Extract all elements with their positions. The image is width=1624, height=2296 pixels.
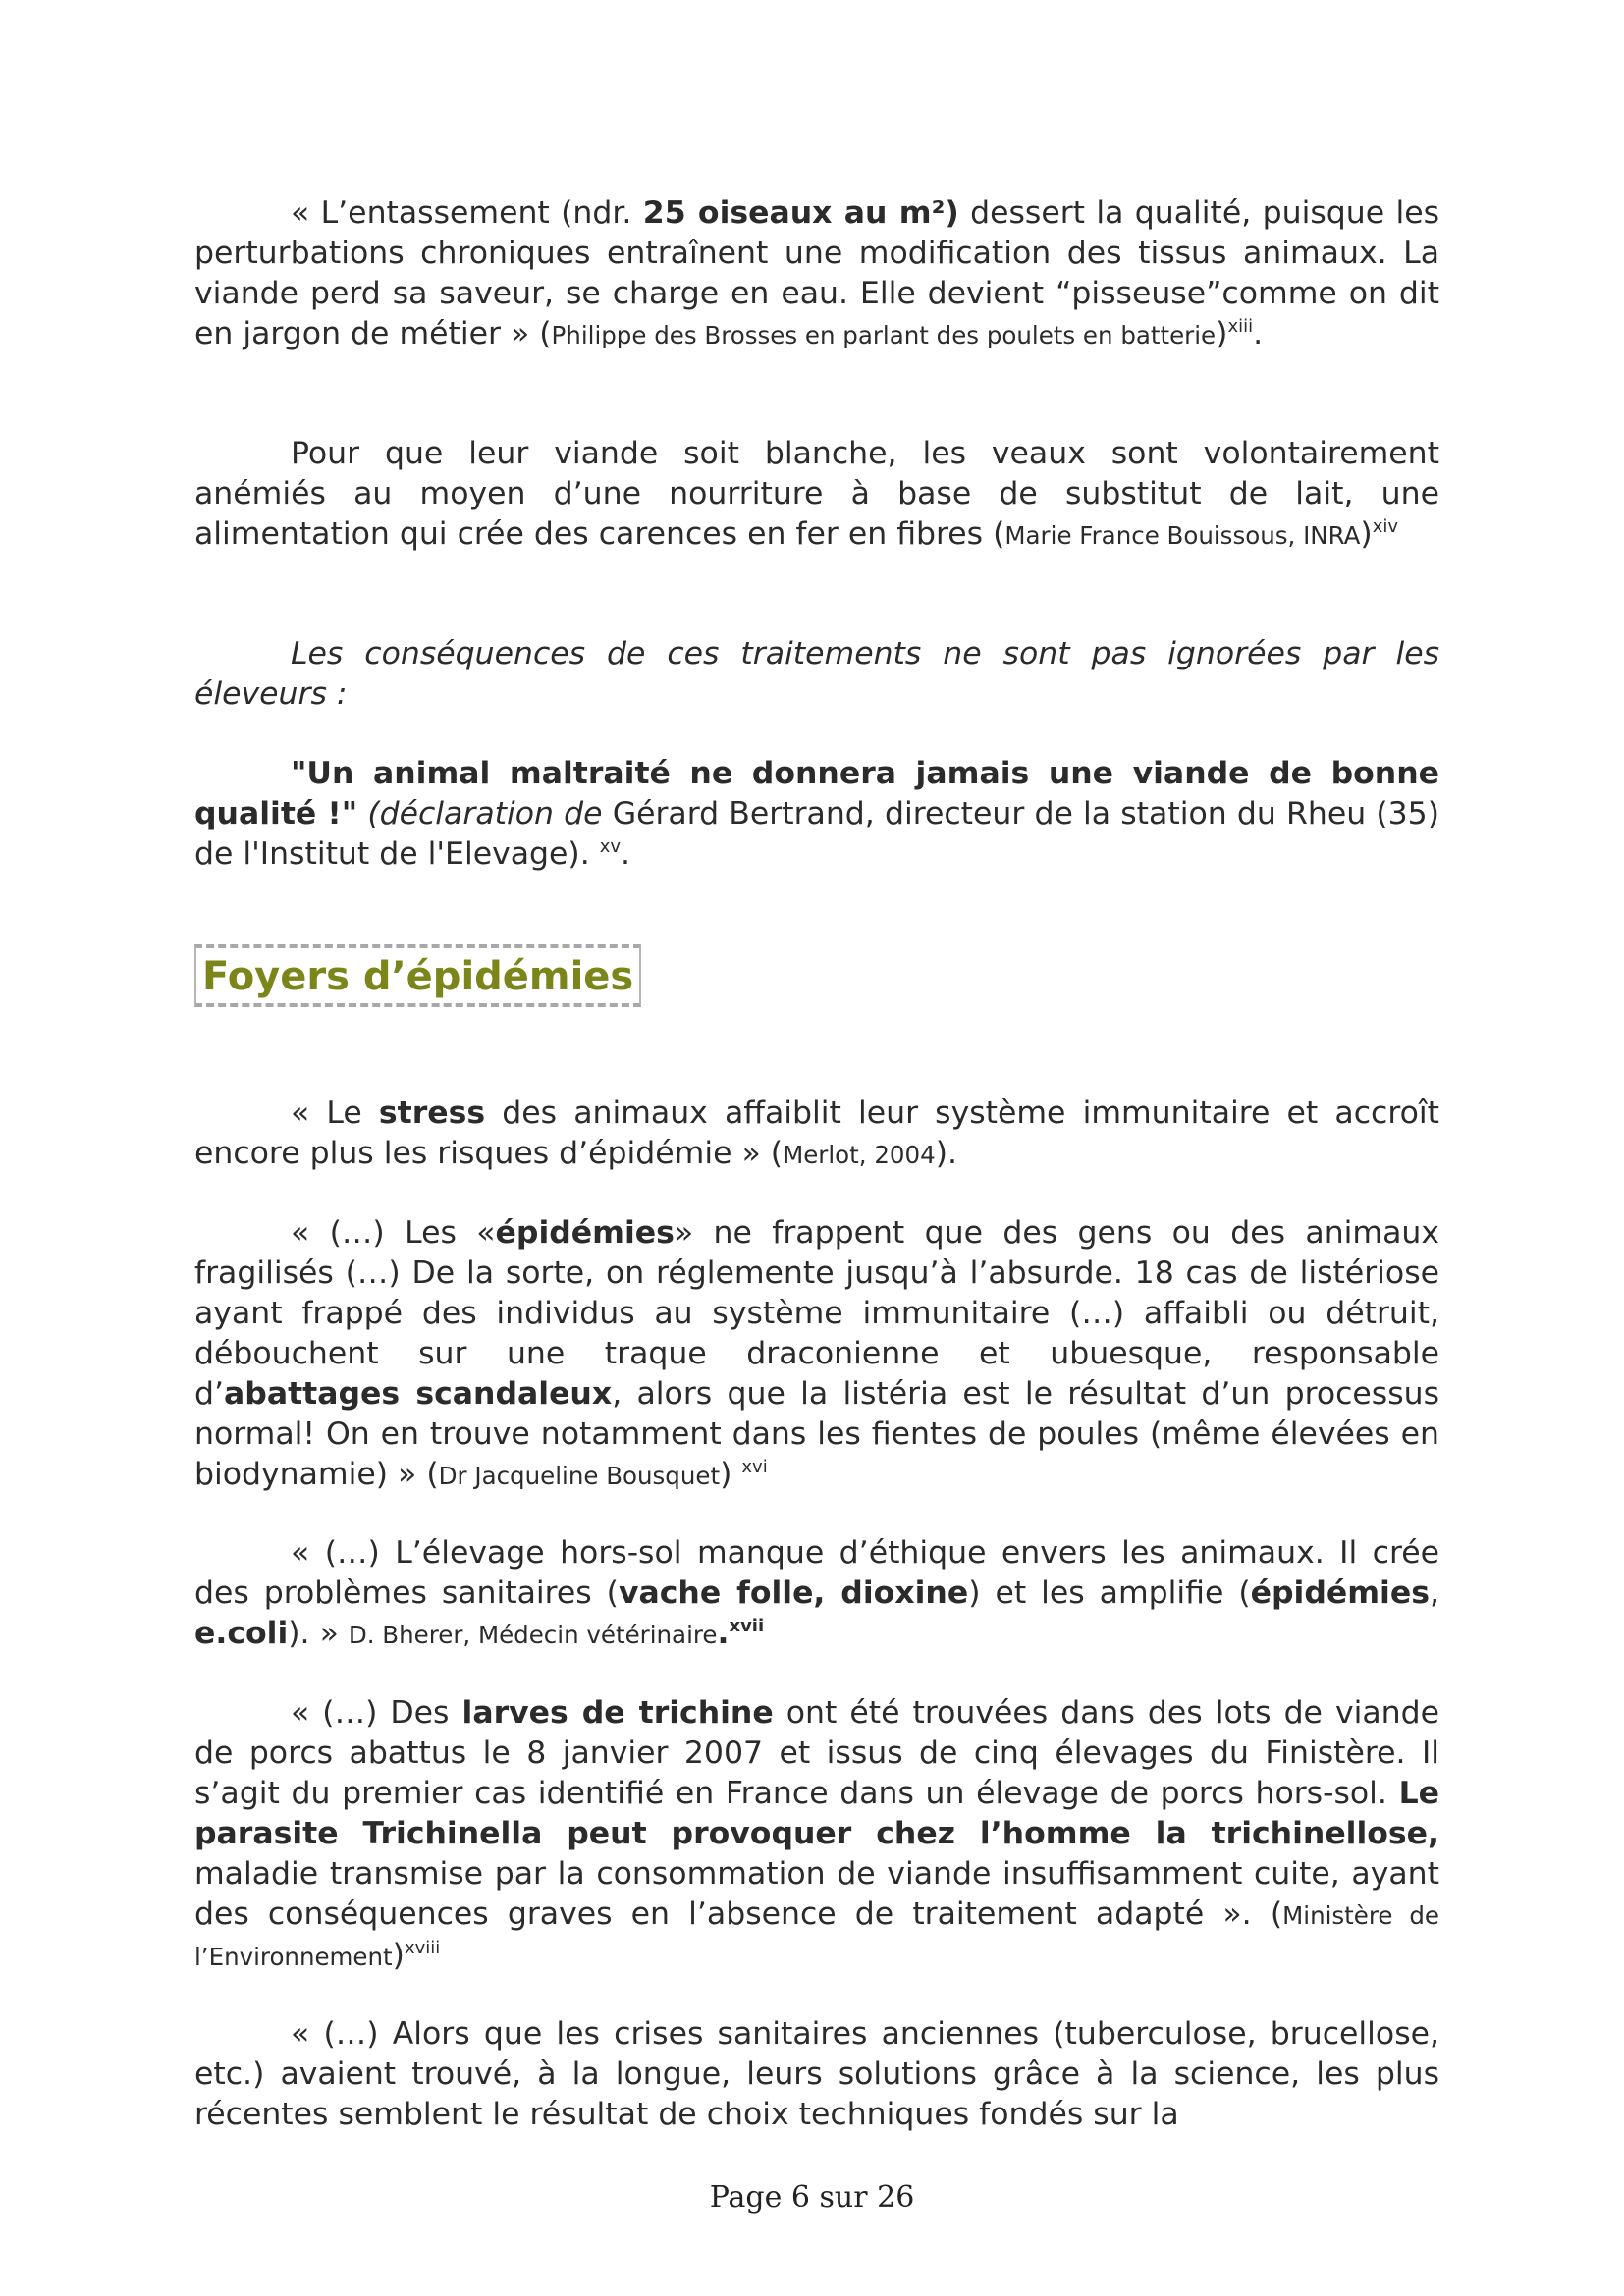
bold-text: Le parasite Trichinella peut provoquer chez l’homme la trichinellose, <box>194 1776 1439 1851</box>
paragraph-quote-bertrand: "Un animal maltraité ne donnera jamais une viande de bonne qualité !" (déclaration de Gérard Bertrand, directeur de la station du Rheu (35) de l'Institut de l'Elevage). $^{xv}$. <box>194 756 1440 872</box>
paragraph-entassement: « L’entassement (ndr. 25 oiseaux au m²) dessert la qualité, puisque les perturbations chroniques entraînent une modification des tissus animaux. La viande perd sa saveur, se charge en eau. Elle devient “pisseuse”comme on dit en jargon de métier » (Philippe des Brosses en parlant des poulets en batterie)$^{xiii}$. <box>194 195 1440 351</box>
footnote-ref: xiii <box>1227 316 1254 337</box>
paragraph-crises: « (…) Alors que les crises sanitaires anciennes (tuberculose, brucellose, etc.) avaient trouvé, à la longue, leurs solutions grâce à la science, les plus récentes semblent le résultat de choix techniques fondés sur la <box>194 2016 1439 2132</box>
paragraph-trichine: « (…) Des larves de trichine ont été trouvées dans des lots de viande de porcs abattus le 8 janvier 2007 et issus de cinq élevages du Finistère. Il s’agit du premier cas identifié en France dans un élevage de porcs hors-sol. Le parasite Trichinella peut provoquer chez l’homme la trichinellose, maladie transmise par la consommation de viande insuffisamment cuite, ayant des conséquences graves en l’absence de traitement adapté ». (Ministère de l’Environnement)$^{xviii}$ <box>194 1695 1440 1973</box>
source-citation: Merlot, 2004 <box>783 1141 936 1169</box>
italic-text: (déclaration de <box>357 796 613 831</box>
paragraph-veaux: Pour que leur viande soit blanche, les veaux sont volontairement anémiés au moyen d’une nourriture à base de substitut de lait, une alimentation qui crée des carences en fer en fibres (Marie France Bouissous, INRA)$^{xiv}$ <box>194 436 1439 552</box>
italic-text: Les conséquences de ces traitements ne sont pas ignorées par les éleveurs : <box>194 636 1439 712</box>
paragraph-consequences <box>194 634 1439 715</box>
footnote-ref: xvi <box>741 1457 768 1477</box>
bold-text: "Un animal maltraité ne donnera jamais une viande de bonne qualité !" <box>194 756 1439 831</box>
footnote-ref: xviii <box>404 1938 441 1958</box>
source-citation: Ministère de l’Environnement <box>194 1901 1439 1971</box>
source-citation: Philippe des Brosses en parlant des poulets en batterie <box>551 321 1217 349</box>
footnote-ref: xvii <box>729 1616 765 1636</box>
section-heading: Foyers d’épidémies <box>202 954 634 999</box>
bold-text: vache folle, dioxine <box>618 1575 969 1611</box>
bold-text: épidémies <box>495 1215 675 1251</box>
page-footer: Page 6 sur 26 <box>709 2180 915 2215</box>
bold-text: . <box>717 1616 730 1651</box>
bold-text: épidémies <box>1250 1575 1430 1611</box>
source-citation: Marie France Bouissous, INRA <box>1004 521 1361 550</box>
paragraph-hors-sol: « (…) L’élevage hors-sol manque d’éthique envers les animaux. Il crée des problèmes sanitaires (vache folle, dioxine) et les amplifie (épidémies, e.coli). » D. Bherer, Médecin vétérinaire.$^{xvii}$ <box>194 1535 1439 1651</box>
section-heading-frame <box>194 944 641 1007</box>
bold-text: e.coli <box>194 1616 289 1651</box>
bold-text: stress <box>378 1095 486 1131</box>
footnote-ref: xv <box>599 836 622 857</box>
paragraph-epidemies: « (…) Les «épidémies» ne frappent que des gens ou des animaux fragilisés (…) De la sorte, on réglemente jusqu’à l’absurde. 18 cas de listériose ayant frappé des individus au système immunitaire (…) affaibli ou détruit, débouchent sur une traque draconienne et ubuesque, responsable d’abattages scandaleux, alors que la listéria est le résultat d’un processus normal! On en trouve notamment dans les fientes de poules (même élevées en biodynamie) » (Dr Jacqueline Bousquet) $^{xvi}$ <box>194 1215 1440 1492</box>
source-citation: Dr Jacqueline Bousquet <box>438 1462 721 1490</box>
bold-text: larves de trichine <box>461 1695 774 1731</box>
source-citation: D. Bherer, Médecin vétérinaire <box>348 1621 718 1649</box>
bold-text: 25 oiseaux au m²) <box>642 195 959 231</box>
paragraph-stress: « Le stress des animaux affaiblit leur système immunitaire et accroît encore plus les risques d’épidémie » (Merlot, 2004). <box>194 1095 1439 1171</box>
footnote-ref: xiv <box>1372 516 1399 537</box>
bold-text: abattages scandaleux <box>224 1376 613 1412</box>
